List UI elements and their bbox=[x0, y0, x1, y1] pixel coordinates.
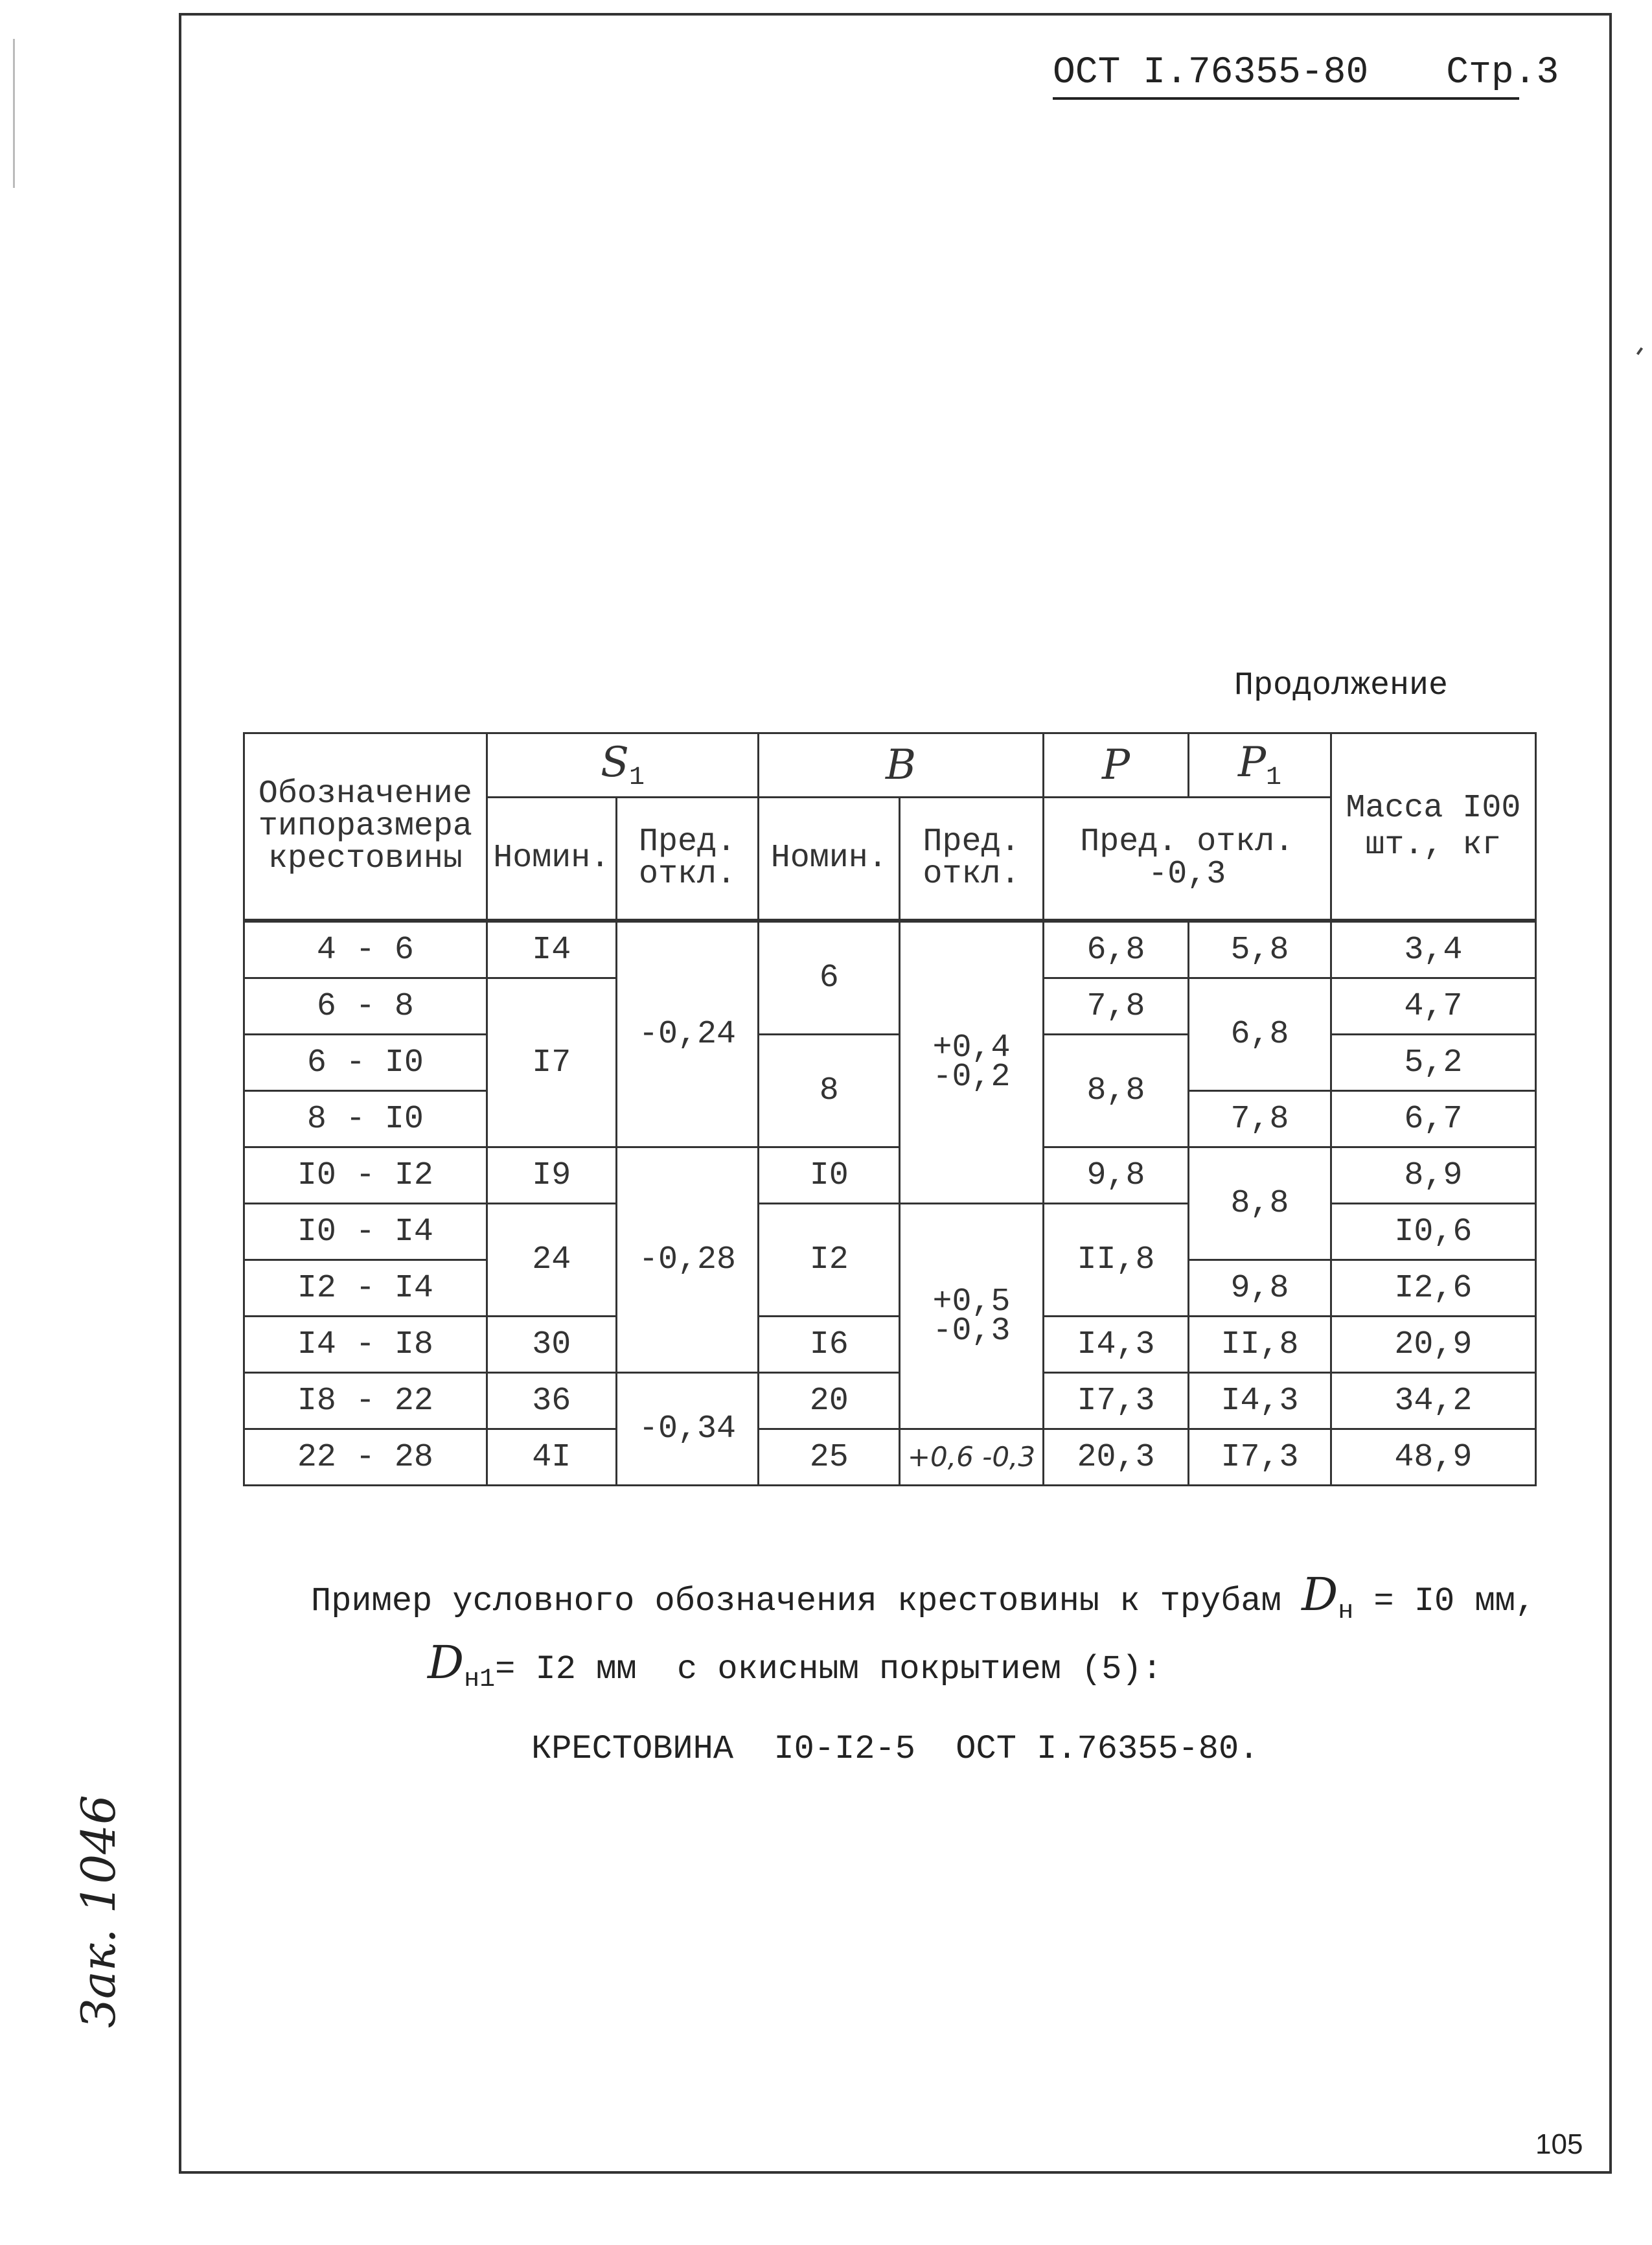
designation-cell: I4 - I8 bbox=[244, 1317, 487, 1373]
s1-nominal-cell: I4 bbox=[487, 921, 616, 978]
b-nominal-cell: 6 bbox=[759, 921, 900, 1035]
s1-tolerance-cell: -0,28 bbox=[616, 1147, 759, 1373]
designation-cell: I0 - I2 bbox=[244, 1147, 487, 1204]
p1-symbol: P bbox=[1237, 738, 1267, 787]
s1-nominal-header: Номин. bbox=[487, 798, 616, 921]
d-symbol: D bbox=[1302, 1568, 1338, 1621]
table-row bbox=[244, 1373, 1536, 1429]
order-note: Зак. 1046 bbox=[71, 1795, 126, 2028]
s1-nominal-cell: I9 bbox=[487, 1147, 616, 1204]
b-nominal-header: Номин. bbox=[759, 798, 900, 921]
b-tolerance-cell: +0,4 -0,2 bbox=[900, 921, 1044, 1204]
s1-nominal-cell: 24 bbox=[487, 1204, 616, 1317]
doc-number: ОСТ I.76355-80 bbox=[1053, 52, 1369, 94]
designation-cell: 8 - I0 bbox=[244, 1091, 487, 1147]
page-number: 105 bbox=[1535, 2128, 1583, 2160]
s1-tolerance-cell: -0,24 bbox=[616, 921, 759, 1147]
col-p1-header bbox=[1189, 733, 1331, 798]
example-prefix: Пример условного обозначения крестовины к трубам bbox=[311, 1582, 1281, 1620]
b-nominal-cell: I6 bbox=[759, 1317, 900, 1373]
p1-cell: II,8 bbox=[1189, 1317, 1331, 1373]
p1-cell: 8,8 bbox=[1189, 1147, 1331, 1260]
b-nominal-cell: 20 bbox=[759, 1373, 900, 1429]
col-b-header bbox=[759, 733, 1043, 798]
p1-cell: 9,8 bbox=[1189, 1260, 1331, 1317]
page-label: Стр.3 bbox=[1446, 52, 1559, 94]
mass-cell: 6,7 bbox=[1331, 1091, 1535, 1147]
mass-cell: 5,2 bbox=[1331, 1035, 1535, 1091]
s1-tolerance-header: Пред. откл. bbox=[616, 798, 759, 921]
designation-cell: 4 - 6 bbox=[244, 921, 487, 978]
d1-subscript: н1 bbox=[464, 1665, 496, 1694]
p-cell: 9,8 bbox=[1043, 1147, 1188, 1204]
binding-edge bbox=[13, 39, 15, 188]
b-tolerance-cell: +0,6 -0,3 bbox=[900, 1429, 1044, 1486]
d-subscript: н bbox=[1338, 1597, 1354, 1626]
p1-cell: I4,3 bbox=[1189, 1373, 1331, 1429]
b-nominal-cell: I2 bbox=[759, 1204, 900, 1317]
example-designation: КРЕСТОВИНА I0-I2-5 ОСТ I.76355-80. bbox=[531, 1730, 1259, 1768]
dimensions-table bbox=[243, 732, 1537, 1486]
p-cell: 8,8 bbox=[1043, 1035, 1188, 1147]
designation-cell: I8 - 22 bbox=[244, 1373, 487, 1429]
designation-cell: I0 - I4 bbox=[244, 1204, 487, 1260]
p1-cell: I7,3 bbox=[1189, 1429, 1331, 1486]
p-cell: 20,3 bbox=[1043, 1429, 1188, 1486]
b-nominal-cell: I0 bbox=[759, 1147, 900, 1204]
scan-speck bbox=[1636, 347, 1643, 355]
table-row bbox=[244, 1204, 1536, 1260]
p1-cell: 6,8 bbox=[1189, 978, 1331, 1091]
mass-cell: 4,7 bbox=[1331, 978, 1535, 1035]
p-cell: 7,8 bbox=[1043, 978, 1188, 1035]
col-s1-header bbox=[487, 733, 759, 798]
b-tolerance-cell: +0,5 -0,3 bbox=[900, 1204, 1044, 1429]
s1-subscript: 1 bbox=[628, 763, 645, 792]
designation-cell: I2 - I4 bbox=[244, 1260, 487, 1317]
page-header bbox=[1053, 52, 1559, 94]
s1-nominal-cell: I7 bbox=[487, 978, 616, 1147]
s1-nominal-cell: 4I bbox=[487, 1429, 616, 1486]
p-cell: II,8 bbox=[1043, 1204, 1188, 1317]
header-underline bbox=[1053, 97, 1519, 100]
example-line-1 bbox=[311, 1568, 1535, 1626]
col-mass-header: Масса I00 шт., кг bbox=[1331, 733, 1535, 921]
table-row bbox=[244, 1317, 1536, 1373]
p-cell: I4,3 bbox=[1043, 1317, 1188, 1373]
table-row bbox=[244, 1429, 1536, 1486]
table-row bbox=[244, 921, 1536, 978]
designation-cell: 6 - 8 bbox=[244, 978, 487, 1035]
mass-cell: 48,9 bbox=[1331, 1429, 1535, 1486]
mass-cell: I0,6 bbox=[1331, 1204, 1535, 1260]
s1-nominal-cell: 36 bbox=[487, 1373, 616, 1429]
s1-tolerance-cell: -0,34 bbox=[616, 1373, 759, 1486]
p-cell: 6,8 bbox=[1043, 921, 1188, 978]
example-value-2: = I2 мм с окисным покрытием (5): bbox=[495, 1650, 1162, 1688]
s1-symbol: S bbox=[601, 738, 629, 787]
table-row bbox=[244, 1147, 1536, 1204]
col-designation-header: Обозначение типоразмера крестовины bbox=[244, 733, 487, 921]
b-tolerance-header: Пред. откл. bbox=[900, 798, 1044, 921]
example-value-1: = I0 мм, bbox=[1373, 1582, 1536, 1620]
p-cell: I7,3 bbox=[1043, 1373, 1188, 1429]
designation-cell: 6 - I0 bbox=[244, 1035, 487, 1091]
mass-cell: 20,9 bbox=[1331, 1317, 1535, 1373]
b-symbol: B bbox=[886, 741, 917, 789]
p1-cell: 5,8 bbox=[1189, 921, 1331, 978]
mass-cell: 8,9 bbox=[1331, 1147, 1535, 1204]
p-tolerance-header: Пред. откл. -0,3 bbox=[1043, 798, 1331, 921]
designation-cell: 22 - 28 bbox=[244, 1429, 487, 1486]
mass-cell: 3,4 bbox=[1331, 921, 1535, 978]
table-row bbox=[244, 1035, 1536, 1091]
d1-symbol: D bbox=[428, 1636, 465, 1689]
col-p-header bbox=[1043, 733, 1188, 798]
b-nominal-cell: 8 bbox=[759, 1035, 900, 1147]
s1-nominal-cell: 30 bbox=[487, 1317, 616, 1373]
mass-cell: 34,2 bbox=[1331, 1373, 1535, 1429]
p1-cell: 7,8 bbox=[1189, 1091, 1331, 1147]
b-nominal-cell: 25 bbox=[759, 1429, 900, 1486]
p1-subscript: 1 bbox=[1266, 763, 1282, 792]
continuation-label: Продолжение bbox=[1234, 667, 1449, 704]
mass-cell: I2,6 bbox=[1331, 1260, 1535, 1317]
p-symbol: P bbox=[1102, 741, 1130, 789]
example-line-2 bbox=[428, 1636, 1162, 1694]
